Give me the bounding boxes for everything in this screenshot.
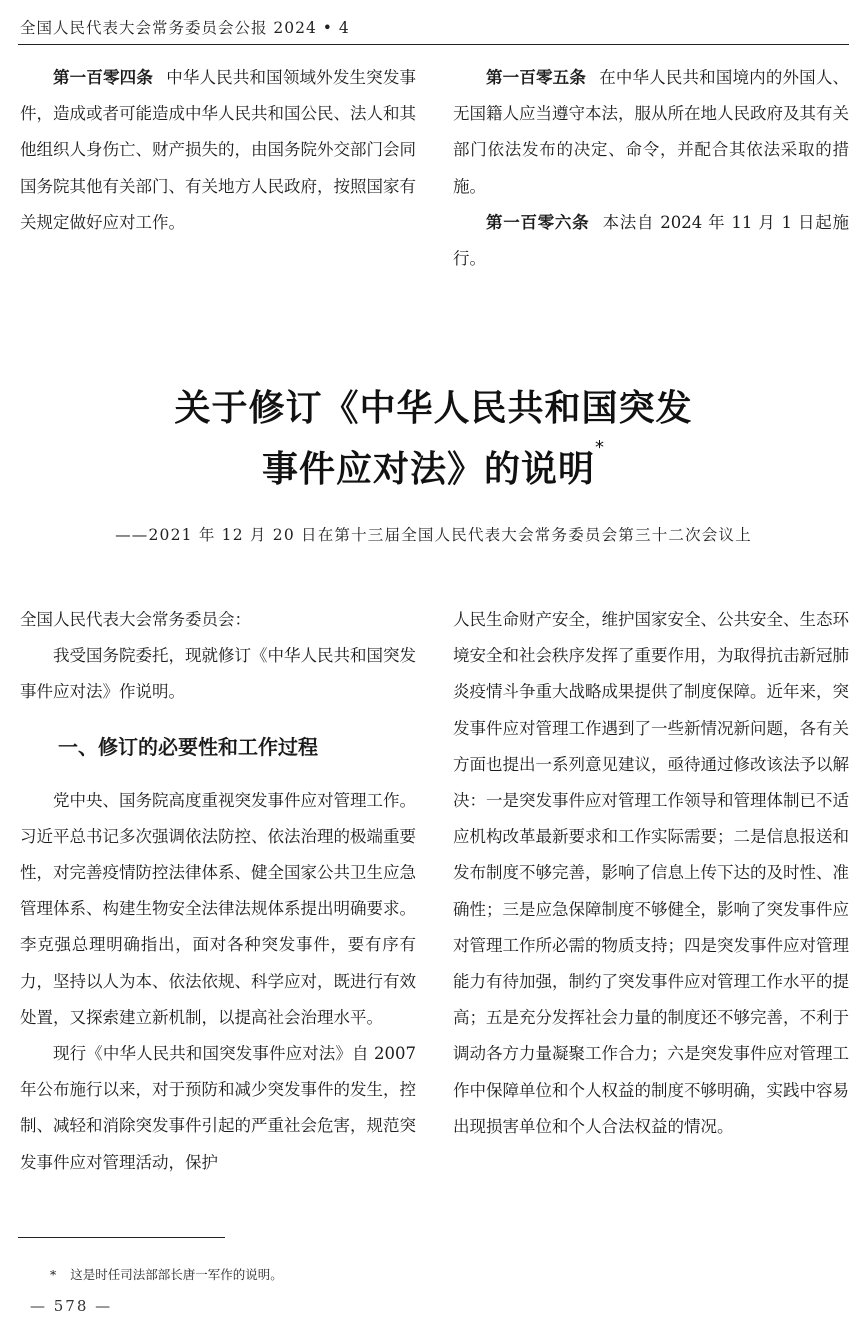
header-divider — [18, 44, 849, 45]
article-number: 第一百零六条 — [486, 212, 590, 232]
footnote-divider — [18, 1237, 225, 1238]
body-left-column — [20, 602, 416, 1181]
body-paragraph: 现行《中华人民共和国突发事件应对法》自 2007 年公布施行以来，对于预防和减少突发事件的发生，控制、减轻和消除突发事件引起的严重社会危害，规范突发事件应对管理活动，保护 — [20, 1044, 416, 1172]
article-text: 本法自 2024 年 11 月 1 日起施行。 — [453, 212, 849, 269]
article-104 — [20, 60, 416, 241]
article-text: 中华人民共和国领域外发生突发事件，造成或者可能造成中华人民共和国公民、法人和其他组织人身伤亡、财产损失的，由国务院外交部门会同国务院其他有关部门、有关地方人民政府，按照国家有关规定做好应对工作。 — [20, 68, 417, 232]
top-left-column — [20, 60, 416, 241]
top-right-column — [453, 60, 849, 277]
page-number: — 578 — — [30, 1297, 113, 1315]
footnote-mark: * — [50, 1267, 57, 1282]
section-heading: 一、修订的必要性和工作过程 — [58, 734, 318, 759]
article-text: 在中华人民共和国境内的外国人、无国籍人应当遵守本法，服从所在地人民政府及其有关部门依法发布的决定、命令，并配合其依法采取的措施。 — [453, 68, 850, 196]
intro-paragraph: 我受国务院委托，现就修订《中华人民共和国突发事件应对法》作说明。 — [20, 646, 416, 702]
title-text: 事件应对法》的说明 — [261, 449, 595, 490]
article-title-line2 — [0, 437, 867, 492]
body-paragraph: 党中央、国务院高度重视突发事件应对管理工作。习近平总书记多次强调依法防控、依法治理的极端重要性，对完善疫情防控法律体系、健全国家公共卫生应急管理体系、构建生物安全法律法规体系提出明确要求。李克强总理明确指出，面对各种突发事件，要有序有力，坚持以人为本、依法依规、科学应对，既进行有效处置，又探索建立新机制，以提高社会治理水平。 — [20, 790, 416, 1027]
footnote-text: 这是时任司法部部长唐一军作的说明。 — [70, 1267, 283, 1282]
article-number: 第一百零五条 — [486, 68, 586, 87]
article-title-line1: 关于修订《中华人民共和国突发 — [174, 388, 693, 429]
article-105 — [453, 60, 849, 205]
body-right-column — [453, 602, 849, 1145]
running-head: 全国人民代表大会常务委员会公报 2024 • 4 — [20, 19, 350, 37]
article-subtitle: ——2021 年 12 月 20 日在第十三届全国人民代表大会常务委员会第三十二次会议上 — [115, 526, 752, 544]
body-paragraph-continued: 人民生命财产安全，维护国家安全、公共安全、生态环境安全和社会秩序发挥了重要作用，为取得抗击新冠肺炎疫情斗争重大战略成果提供了制度保障。近年来，突发事件应对管理工作遇到了一些新情况新问题，各有关方面也提出一系列意见建议，亟待通过修改该法予以解决：一是突发事件应对管理工作领导和管理体制已不适应机构改革最新要求和工作实际需要；二是信息报送和发布制度不够完善，影响了信息上传下达的及时性、准确性；三是应急保障制度不够健全，影响了突发事件应对管理工作所必需的物质支持；四是突发事件应对管理能力有待加强，制约了突发事件应对管理工作水平的提高；五是充分发挥社会力量的制度还不够完善，不利于调动各方力量凝聚工作合力；六是突发事件应对管理工作中保障单位和个人权益的制度不够明确，实践中容易出现损害单位和个人合法权益的情况。 — [453, 610, 849, 1136]
salutation: 全国人民代表大会常务委员会： — [20, 610, 251, 629]
article-number: 第一百零四条 — [53, 68, 153, 87]
footnote — [50, 1265, 283, 1283]
title-footnote-mark: * — [595, 437, 605, 458]
article-106 — [453, 205, 849, 277]
